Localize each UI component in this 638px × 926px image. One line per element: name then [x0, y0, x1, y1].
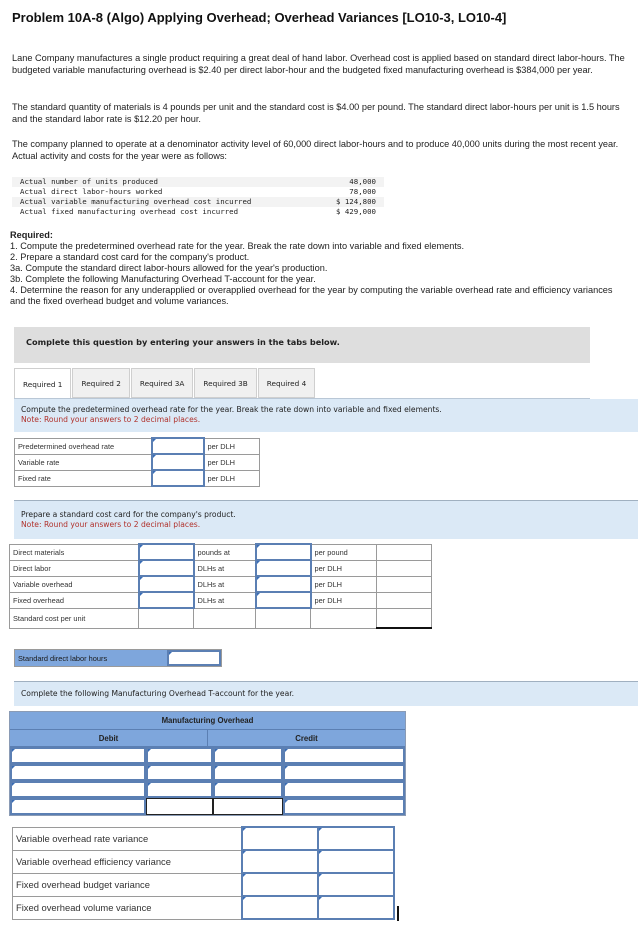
row-label: Fixed overhead	[10, 592, 139, 608]
section1-instructions	[14, 399, 638, 432]
tab-required-3b[interactable]: Required 3B	[194, 368, 256, 398]
rate-unit-label: per pound	[311, 544, 377, 560]
empty-cell	[311, 608, 377, 628]
row-label: Direct labor	[10, 560, 139, 576]
balance-description-input[interactable]	[283, 798, 405, 815]
table-row	[10, 576, 432, 592]
required-list	[10, 241, 620, 307]
t-account-row	[10, 764, 405, 781]
text-cursor-icon	[397, 906, 399, 921]
credit-description-input[interactable]	[283, 781, 405, 798]
section1-note: Note: Round your answers to 2 decimal places.	[21, 415, 201, 424]
variance-label: Variable overhead rate variance	[13, 827, 242, 850]
t-account-header	[10, 730, 405, 747]
section3b-instructions	[14, 682, 638, 706]
t-account-row	[10, 747, 405, 764]
variable-rate-variance-amount-input[interactable]	[242, 827, 318, 850]
qty-unit-label: DLHs at	[194, 576, 256, 592]
tab-required-1[interactable]: Required 1	[14, 368, 71, 399]
table-row	[12, 207, 384, 217]
intro-paragraph-3: The company planned to operate at a denominator activity level of 60,000 direct labor-hours and to produce 40,000 units during the most recent year. Actual activity and costs for the year were as follows:	[12, 139, 619, 161]
table-row	[12, 197, 384, 207]
standard-dlh-row	[14, 649, 222, 667]
table-row	[10, 592, 432, 608]
manufacturing-overhead-t-account	[9, 711, 406, 816]
fixed-overhead-total	[377, 592, 432, 608]
intro-paragraph-2: The standard quantity of materials is 4 pounds per unit and the standard cost is $4.00 per pound. The standard direct labor-hours per unit is 1.5 hours and the standard labor rate is $12.20 per hour.	[12, 102, 620, 124]
table-row	[10, 608, 432, 628]
row-label: Direct materials	[10, 544, 139, 560]
table-row	[15, 438, 260, 454]
debit-amount-input[interactable]	[146, 764, 213, 781]
direct-labor-qty-input[interactable]	[139, 560, 194, 576]
qty-unit-label: DLHs at	[194, 560, 256, 576]
fixed-volume-variance-type-input[interactable]	[318, 896, 394, 919]
fixed-volume-variance-amount-input[interactable]	[242, 896, 318, 919]
debit-total	[146, 798, 213, 815]
direct-labor-total	[377, 560, 432, 576]
fixed-budget-variance-type-input[interactable]	[318, 873, 394, 896]
actual-value: $ 124,800	[315, 197, 384, 207]
t-account-title: Manufacturing Overhead	[10, 712, 405, 730]
debit-description-input[interactable]	[10, 781, 146, 798]
required-item: 3a. Compute the standard direct labor-hours allowed for the year's production.	[10, 263, 328, 273]
intro-paragraph-1: Lane Company manufactures a single product requiring a great deal of hand labor. Overhead cost is applied based on standard direct labor-hours. The budgeted variable manufacturing overhead is $2.40 per direct labor-hour and the budgeted fixed manufacturing overhead is $384,000 per year.	[12, 53, 625, 75]
standard-cost-card-table	[9, 543, 432, 629]
row-label: Variable overhead	[10, 576, 139, 592]
variance-label: Fixed overhead budget variance	[13, 873, 242, 896]
row-label: Fixed rate	[15, 470, 152, 486]
actual-label: Actual number of units produced	[12, 177, 315, 187]
tab-required-4[interactable]: Required 4	[258, 368, 315, 398]
table-row	[13, 896, 394, 919]
variance-label: Fixed overhead volume variance	[13, 896, 242, 919]
row-label: Variable rate	[15, 454, 152, 470]
table-row	[12, 187, 384, 197]
actual-activity-table	[12, 177, 384, 217]
section2-instructions	[14, 501, 638, 539]
predetermined-rate-input[interactable]	[152, 438, 204, 454]
t-account-row	[10, 798, 405, 815]
debit-description-input[interactable]	[10, 747, 146, 764]
debit-description-input[interactable]	[10, 764, 146, 781]
standard-cost-total	[377, 608, 432, 628]
variable-efficiency-variance-amount-input[interactable]	[242, 850, 318, 873]
unit-label: per DLH	[204, 454, 260, 470]
direct-materials-total	[377, 544, 432, 560]
fixed-budget-variance-amount-input[interactable]	[242, 873, 318, 896]
fixed-overhead-rate-input[interactable]	[256, 592, 311, 608]
credit-description-input[interactable]	[283, 764, 405, 781]
section2-prompt: Prepare a standard cost card for the company's product.	[21, 510, 236, 519]
table-row	[15, 470, 260, 486]
tab-bar	[14, 368, 316, 398]
credit-amount-input[interactable]	[213, 764, 283, 781]
overhead-rate-table	[14, 437, 260, 487]
actual-value: 78,000	[349, 187, 376, 196]
required-heading: Required:	[10, 230, 53, 240]
variable-efficiency-variance-type-input[interactable]	[318, 850, 394, 873]
variance-label: Variable overhead efficiency variance	[13, 850, 242, 873]
required-item: 2. Prepare a standard cost card for the company's product.	[10, 252, 250, 262]
variable-rate-variance-type-input[interactable]	[318, 827, 394, 850]
direct-labor-rate-input[interactable]	[256, 560, 311, 576]
qty-unit-label: DLHs at	[194, 592, 256, 608]
actual-value: $ 429,000	[335, 207, 376, 216]
table-row	[10, 560, 432, 576]
table-row	[15, 454, 260, 470]
rate-unit-label: per DLH	[311, 592, 377, 608]
empty-cell	[256, 608, 311, 628]
row-label: Standard cost per unit	[10, 608, 139, 628]
required-item: 1. Compute the predetermined overhead rate for the year. Break the rate down into variable and fixed elements.	[10, 241, 465, 251]
actual-value: 48,000	[315, 177, 384, 187]
section1-prompt: Compute the predetermined overhead rate for the year. Break the rate down into variable and fixed elements.	[21, 405, 442, 414]
unit-label: per DLH	[204, 470, 260, 486]
credit-header: Credit	[295, 734, 318, 743]
tab-required-3a[interactable]: Required 3A	[131, 368, 193, 398]
table-row	[13, 827, 394, 850]
debit-amount-input[interactable]	[146, 747, 213, 764]
rate-unit-label: per DLH	[311, 576, 377, 592]
empty-cell	[139, 608, 194, 628]
t-account-row	[10, 781, 405, 798]
variable-overhead-qty-input[interactable]	[139, 576, 194, 592]
fixed-overhead-qty-input[interactable]	[139, 592, 194, 608]
credit-description-input[interactable]	[283, 747, 405, 764]
fixed-rate-input[interactable]	[152, 470, 204, 486]
debit-header: Debit	[10, 730, 208, 746]
actual-label: Actual fixed manufacturing overhead cost incurred	[20, 207, 239, 216]
empty-cell	[194, 608, 256, 628]
credit-amount-input[interactable]	[213, 781, 283, 798]
table-row	[10, 544, 432, 560]
direct-materials-qty-input[interactable]	[139, 544, 194, 560]
row-label: Predetermined overhead rate	[15, 438, 152, 454]
debit-amount-input[interactable]	[146, 781, 213, 798]
credit-amount-input[interactable]	[213, 747, 283, 764]
table-row	[12, 177, 384, 187]
credit-total	[213, 798, 283, 815]
section2-note: Note: Round your answers to 2 decimal places.	[21, 520, 201, 529]
table-row	[13, 873, 394, 896]
tab-required-2[interactable]: Required 2	[72, 368, 129, 398]
instruction-box	[14, 327, 590, 363]
actual-label: Actual direct labor-hours worked	[20, 187, 163, 196]
table-row	[13, 850, 394, 873]
variable-overhead-rate-input[interactable]	[256, 576, 311, 592]
section3b-prompt: Complete the following Manufacturing Overhead T-account for the year.	[21, 689, 295, 698]
direct-materials-rate-input[interactable]	[256, 544, 311, 560]
variable-rate-input[interactable]	[152, 454, 204, 470]
required-item: 4. Determine the reason for any underapplied or overapplied overhead for the year by computing the variable overhead rate and efficiency variances and the fixed overhead budget and volume variances.	[10, 285, 613, 306]
balance-description-input[interactable]	[10, 798, 146, 815]
problem-title: Problem 10A-8 (Algo) Applying Overhead; Overhead Variances [LO10-3, LO10-4]	[12, 10, 507, 25]
unit-label: per DLH	[204, 438, 260, 454]
actual-label: Actual variable manufacturing overhead cost incurred	[12, 197, 315, 207]
qty-unit-label: pounds at	[194, 544, 256, 560]
standard-dlh-input[interactable]	[167, 650, 221, 666]
variance-table	[12, 826, 395, 920]
variable-overhead-total	[377, 576, 432, 592]
standard-dlh-label: Standard direct labor hours	[15, 650, 167, 666]
instruction-text: Complete this question by entering your answers in the tabs below.	[26, 337, 340, 347]
required-item: 3b. Complete the following Manufacturing Overhead T-account for the year.	[10, 274, 316, 284]
rate-unit-label: per DLH	[311, 560, 377, 576]
